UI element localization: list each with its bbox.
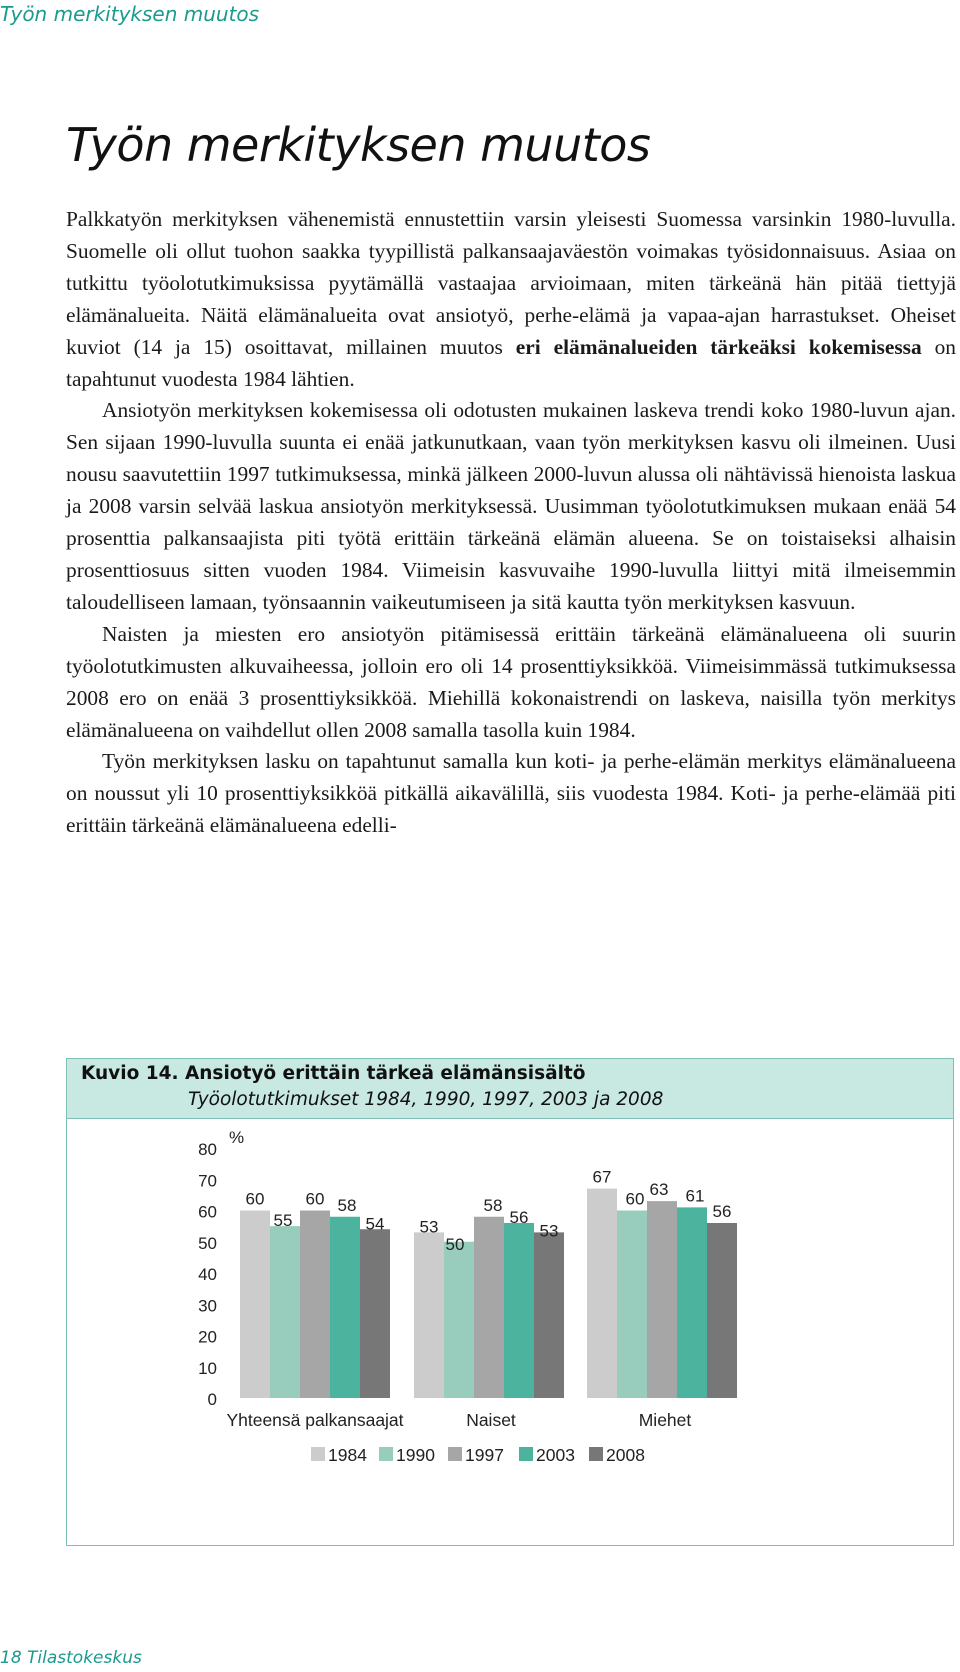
legend-label-1990: 1990: [396, 1445, 435, 1465]
paragraph-3: Naisten ja miesten ero ansiotyön pitämisessä erittäin tärkeänä elämänalueena oli suurin työolotutkimusten alkuvaiheessa, jolloin ero oli 14 prosenttiyksikköä. Viimeisimmässä tutkimuksessa 2008 ero on enää 3 prosenttiyksikköä. Miehillä kokonaistrendi on laskeva, naisilla työn merkitys elämänalueena on vaihdellut ollen 2008 samalla tasolla kuin 1984.: [66, 621, 956, 742]
y-tick-label-0: 0: [207, 1390, 217, 1409]
paragraph-1: [66, 204, 956, 395]
y-axis-label: %: [229, 1128, 245, 1147]
data-label-1-2003: 56: [509, 1208, 529, 1227]
bar-2-2003: [677, 1207, 707, 1398]
data-label-1-1984: 53: [419, 1217, 439, 1237]
data-label-2-1990: 60: [625, 1189, 645, 1209]
paragraph-1-bold: eri elämänalueiden tärkeäksi kokemisessa: [515, 334, 922, 359]
figure-box: [66, 1058, 954, 1546]
bar-2-1997: [647, 1201, 677, 1398]
paragraph-1-text-b: on tapahtunut vuodesta 1984 lähtien.: [66, 334, 956, 391]
data-label-2-2008: 56: [712, 1202, 732, 1221]
y-tick-label-60: 60: [198, 1202, 217, 1222]
legend-label-2003: 2003: [536, 1445, 575, 1465]
legend-label-1984: 1984: [328, 1445, 367, 1465]
category-label-2: Miehet: [638, 1410, 692, 1430]
bar-1-2008: [534, 1232, 564, 1398]
data-label-2-1984: 67: [592, 1167, 612, 1187]
figure-header: [67, 1059, 953, 1119]
y-tick-label-40: 40: [198, 1265, 217, 1284]
bar-0-1990: [270, 1226, 300, 1398]
category-label-0: Yhteensä palkansaajat: [226, 1410, 404, 1430]
bar-1-1997: [474, 1217, 504, 1398]
bar-0-2003: [330, 1217, 360, 1398]
figure-label: Kuvio 14. Ansiotyö erittäin tärkeä elämänsisältö: [81, 1063, 586, 1084]
figure-subtitle: Työolotutkimukset 1984, 1990, 1997, 2003 ja 2008: [188, 1089, 664, 1110]
data-label-0-1990: 55: [273, 1211, 293, 1231]
y-tick-label-10: 10: [198, 1358, 217, 1378]
bar-1-1990: [444, 1242, 474, 1398]
y-tick-label-30: 30: [198, 1296, 217, 1316]
data-label-0-1984: 60: [245, 1189, 265, 1209]
legend-label-1997: 1997: [465, 1445, 504, 1465]
bar-1-2003: [504, 1223, 534, 1398]
running-header: Työn merkityksen muutos: [0, 2, 260, 26]
legend-swatch-2008: [589, 1447, 603, 1461]
y-tick-label-20: 20: [198, 1327, 217, 1347]
bar-1-1984: [414, 1232, 444, 1398]
data-label-2-1997: 63: [649, 1180, 669, 1200]
data-label-1-2008: 53: [539, 1221, 559, 1241]
data-label-0-2003: 58: [337, 1195, 357, 1215]
body-text: [66, 204, 956, 842]
y-tick-label-50: 50: [198, 1233, 217, 1253]
bar-0-1984: [240, 1211, 270, 1399]
bar-0-1997: [300, 1211, 330, 1399]
data-label-0-1997: 60: [305, 1189, 325, 1209]
paragraph-4: Työn merkityksen lasku on tapahtunut samalla kun koti- ja perhe-elämän merkitys elämänalueena on noussut yli 10 prosenttiyksikköä pitkällä aikavälillä, siis vuodesta 1984. Koti- ja perhe-elämää piti erittäin tärkeänä elämänalueena edelli-: [66, 749, 956, 838]
category-label-1: Naiset: [466, 1410, 516, 1430]
bar-2-2008: [707, 1223, 737, 1398]
bar-2-1984: [587, 1189, 617, 1398]
data-label-1-1990: 50: [445, 1234, 465, 1254]
data-label-0-2008: 54: [365, 1214, 385, 1234]
bar-0-2008: [360, 1229, 390, 1398]
paragraph-2: Ansiotyön merkityksen kokemisessa oli odotusten mukainen laskeva trendi koko 1980-luvun ajan. Sen sijaan 1990-luvulla suunta ei enää jatkunutkaan, vaan työn merkityksen kasvu oli ilmeinen. Uusi nousu saavutettiin 1997 tutkimuksessa, minkä jälkeen 2000-luvun alussa oli nähtävissä hienoista laskua ja 2008 varsin selvää laskua ansiotyön merkityksessä. Uusimman työolotutkimuksen mukaan enää 54 prosenttia palkansaajista piti työtä erittäin tärkeänä elämän alueena. Se on toistaiseksi alhaisin prosenttiosuus sitten vuoden 1984. Viimeisin kasvuvaihe 1990-luvulla liittyi mitä ilmeisemmin taloudelliseen lamaan, työnsaannin vaikeutumiseen ja sitä kautta työn merkityksen kasvuun.: [66, 398, 956, 614]
legend-swatch-1984: [311, 1447, 325, 1461]
page-title: Työn merkityksen muutos: [66, 118, 651, 172]
figure-title: [81, 1063, 585, 1084]
bar-2-1990: [617, 1211, 647, 1399]
legend-label-2008: 2008: [606, 1445, 645, 1465]
legend-swatch-2003: [519, 1447, 533, 1461]
legend-swatch-1990: [379, 1447, 393, 1461]
y-tick-label-70: 70: [198, 1171, 217, 1191]
bar-chart: [67, 1119, 953, 1545]
data-label-2-2003: 61: [685, 1186, 705, 1206]
legend-swatch-1997: [448, 1447, 462, 1461]
y-tick-label-80: 80: [198, 1140, 217, 1159]
page-footer: 18 Tilastokeskus: [0, 1648, 142, 1668]
paragraph-1-text-a: Palkkatyön merkityksen vähenemistä ennustettiin varsin yleisesti Suomessa varsinkin 1980-luvulla. Suomelle oli ollut tuohon saakka tyypillistä palkansaajaväestön voimakas työsidonnaisuus. Asiaa on tutkittu työolotutkimuksissa pyytämällä vastaajaa arvioimaan, miten tärkeänä hän pitää tiettyjä elämänalueita. Näitä elämänalueita ovat ansiotyö, perhe-elämä ja vapaa-ajan harrastukset. Oheiset kuviot (14 ja 15) osoittavat, millainen muutos: [66, 207, 956, 359]
data-label-1-1997: 58: [483, 1195, 503, 1215]
